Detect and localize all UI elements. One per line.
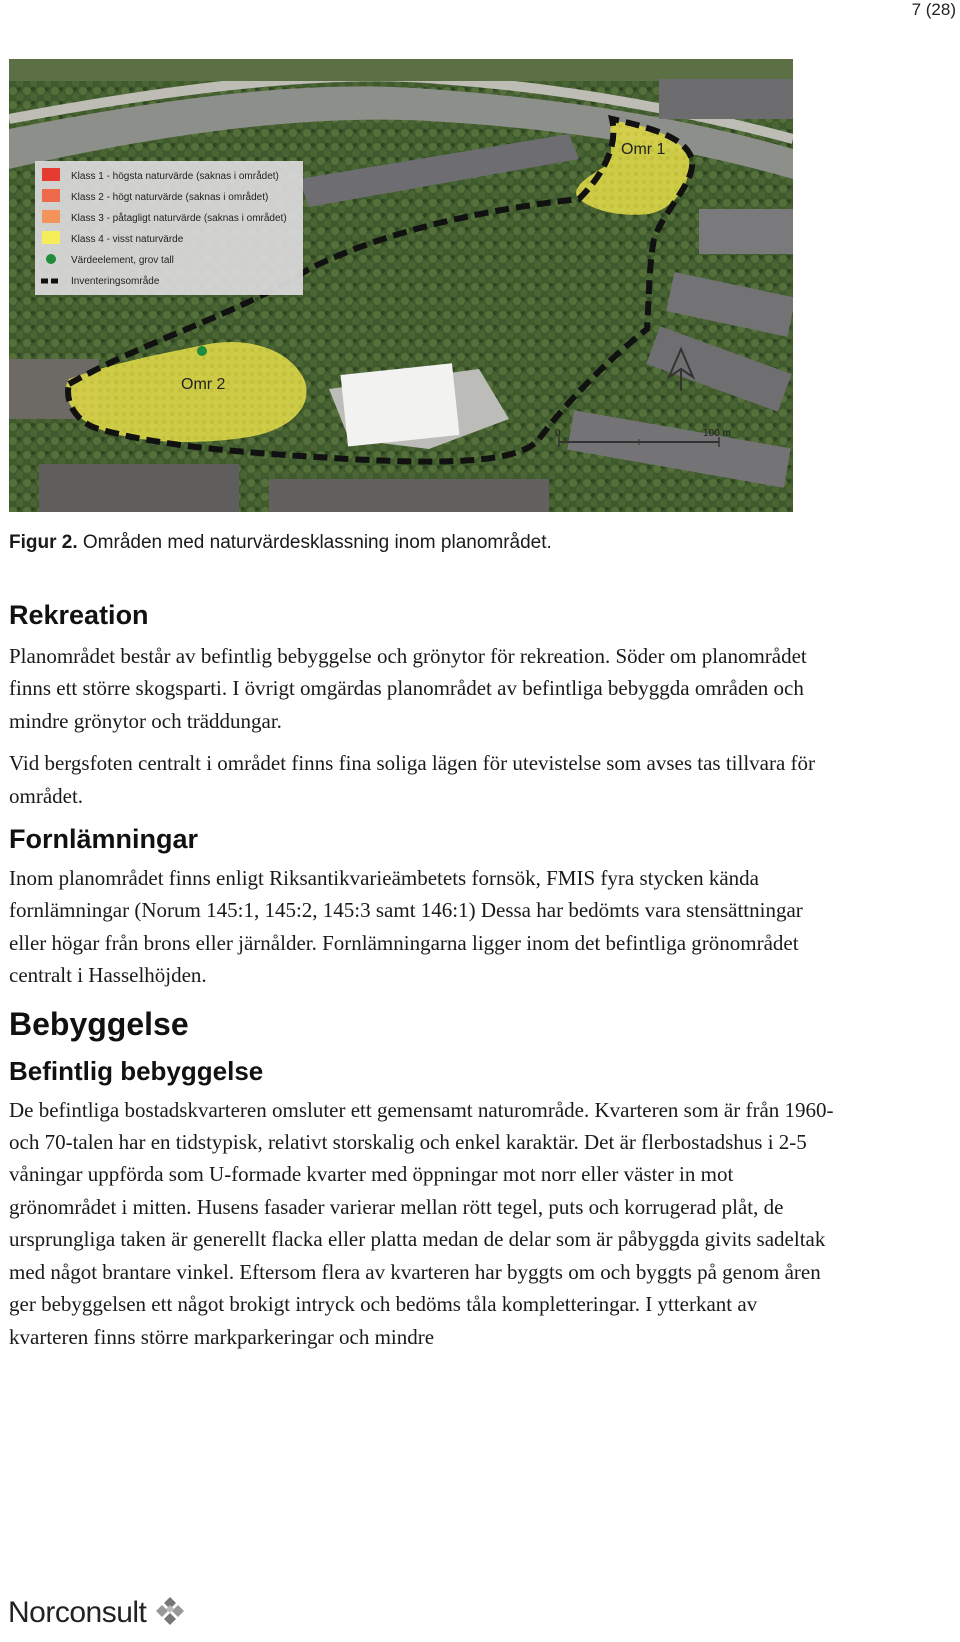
legend-swatch-class3 [42, 210, 60, 223]
map-figure [9, 59, 793, 512]
document-body [9, 598, 839, 1353]
paragraph-fornlamningar: Inom planområdet finns enligt Riksantikvarieämbetets fornsök, FMIS fyra stycken kända fornlämningar (Norum 145:1, 145:2, 145:3 samt 146:1) Dessa har bedömts vara stensättningar eller högar från brons eller järnålder. Fornlämningarna ligger inom det befintliga grönområdet centralt i Hasselhöjden. [9, 866, 803, 988]
building [39, 464, 239, 512]
value-element-dot [197, 346, 207, 356]
sports-hall [341, 363, 460, 446]
paragraph-rekreation-1: Planområdet består av befintlig bebyggelse och grönytor för rekreation. Söder om planområdet finns ett större skogsparti. I övrigt omgärdas planområdet av befintliga bebyggda områden och mindre grönytor och träddungar. [9, 644, 807, 733]
legend-label: Klass 3 - påtagligt naturvärde (saknas i området) [71, 213, 287, 224]
legend-label: Klass 2 - högt naturvärde (saknas i området) [71, 192, 269, 203]
heading-bebyggelse: Bebyggelse [9, 1005, 189, 1042]
area-omr-1-label: Omr 1 [621, 141, 666, 158]
map-legend [35, 161, 303, 295]
paragraph-rekreation-2: Vid bergsfoten centralt i området finns fina soliga lägen för utevistelse som avses tas tillvara för området. [9, 751, 816, 808]
subheading-befintlig-bebyggelse: Befintlig bebyggelse [9, 1055, 264, 1086]
legend-label: Inventeringsområde [71, 276, 160, 287]
legend-swatch-value-element [46, 254, 56, 264]
page-number: 7 (28) [911, 0, 956, 19]
building [659, 79, 793, 119]
legend-swatch-class4 [42, 231, 60, 244]
logo-diamond-icon [152, 1597, 188, 1629]
heading-rekreation: Rekreation [9, 600, 149, 630]
heading-fornlamningar: Fornlämningar [9, 824, 199, 855]
figure-caption [9, 532, 552, 554]
building [269, 479, 549, 512]
norconsult-logo [8, 1596, 188, 1630]
legend-swatch-class1 [42, 168, 60, 181]
scale-start-label: 0 [555, 428, 561, 439]
legend-label: Klass 1 - högsta naturvärde (saknas i området) [71, 171, 279, 182]
north-strip [9, 59, 793, 81]
caption-text: Områden med naturvärdesklassning inom planområdet. [77, 532, 552, 553]
legend-label: Klass 4 - visst naturvärde [71, 234, 184, 245]
legend-label: Värdeelement, grov tall [71, 255, 174, 266]
caption-prefix: Figur 2. [9, 532, 78, 553]
logo-text: Norconsult [8, 1596, 147, 1629]
aerial-map [9, 59, 793, 512]
scale-end-label: 100 m [703, 428, 731, 439]
building [699, 209, 793, 254]
area-omr-2-label: Omr 2 [181, 376, 226, 393]
paragraph-bebyggelse: De befintliga bostadskvarteren omsluter ett gemensamt naturområde. Kvarteren som är från 1960- och 70-talen har en tidstypisk, relativt storskalig och enkel karaktär. Det är flerbostadshus i 2-5 våningar uppförda som U-formade kvarter med öppningar mot norr eller väster in mot grönområdet i mitten. Husens fasader varierar mellan rött tegel, puts och korrugerad plåt, de ursprungliga taken är generellt flacka eller platta medan de delar som är påbyggda givits sadeltak med något brantare vinkel. Eftersom flera av kvarteren har byggts om och byggts på genom åren ger bebyggelsen ett något brokigt intryck och bedöms tåla kompletteringar. I ytterkant av kvarteren finns större markparkeringar och mindre [9, 1097, 834, 1349]
legend-swatch-class2 [42, 189, 60, 202]
